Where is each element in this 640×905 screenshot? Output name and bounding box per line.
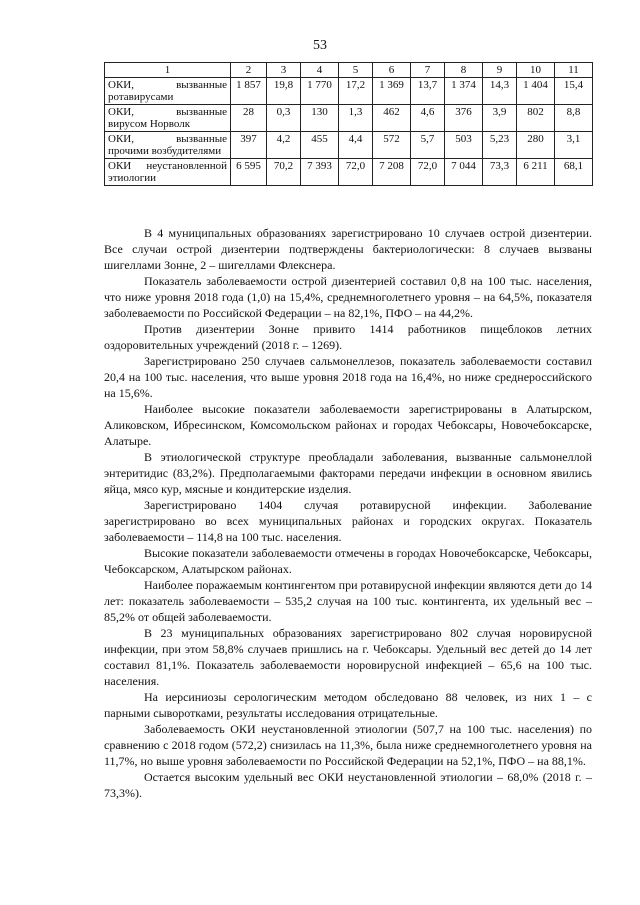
table-cell: 6 211 <box>517 159 555 186</box>
paragraph: Зарегистрировано 1404 случая ротавирусной инфекции. Заболевание зарегистрировано во всех муниципальных районах и городских округах. Показатель заболеваемости – 114,8 на 100 тыс. населения. <box>104 498 592 544</box>
table-cell: 72,0 <box>411 159 445 186</box>
row-label: ОКИ, вызванные прочими возбудителями <box>105 132 231 159</box>
body-text <box>104 225 592 801</box>
table-cell: 5,7 <box>411 132 445 159</box>
table-cell: 1,3 <box>339 105 373 132</box>
table-cell: 72,0 <box>339 159 373 186</box>
header-cell: 11 <box>555 63 593 78</box>
table-cell: 73,3 <box>483 159 517 186</box>
row-label: ОКИ, вызванные ротавирусами <box>105 78 231 105</box>
header-cell: 5 <box>339 63 373 78</box>
table-cell: 8,8 <box>555 105 593 132</box>
table-row <box>105 105 593 132</box>
table-cell: 1 857 <box>231 78 267 105</box>
header-cell: 7 <box>411 63 445 78</box>
table-row <box>105 159 593 186</box>
table-cell: 28 <box>231 105 267 132</box>
table-cell: 17,2 <box>339 78 373 105</box>
table-cell: 376 <box>445 105 483 132</box>
row-label: ОКИ, вызванные вирусом Норволк <box>105 105 231 132</box>
table-cell: 397 <box>231 132 267 159</box>
statistics-table <box>104 62 593 186</box>
table-cell: 19,8 <box>267 78 301 105</box>
header-cell: 2 <box>231 63 267 78</box>
paragraph: В 4 муниципальных образованиях зарегистрировано 10 случаев острой дизентерии. Все случаи острой дизентерии подтверждены бактериологически: 8 случаев вызваны шигеллами Зонне, 2 – шигеллами Флекснера. <box>104 226 592 272</box>
row-label: ОКИ неустановленной этиологии <box>105 159 231 186</box>
table-cell: 14,3 <box>483 78 517 105</box>
paragraph: Остается высоким удельный вес ОКИ неустановленной этиологии – 68,0% (2018 г. – 73,3%). <box>104 770 592 800</box>
table-cell: 7 044 <box>445 159 483 186</box>
table-cell: 4,2 <box>267 132 301 159</box>
table-cell: 280 <box>517 132 555 159</box>
header-cell: 8 <box>445 63 483 78</box>
paragraph: В 23 муниципальных образованиях зарегистрировано 802 случая норовирусной инфекции, при этом 58,8% случаев пришлись на г. Чебоксары. Удельный вес детей до 14 лет составил 81,1%. Показатель заболеваемости норовирусной инфекцией – 65,6 на 100 тыс. населения. <box>104 626 592 688</box>
table-cell: 1 374 <box>445 78 483 105</box>
paragraph: Высокие показатели заболеваемости отмечены в городах Новочебоксарске, Чебоксары, Чебоксарском, Алатырском районах. <box>104 546 592 576</box>
header-cell: 3 <box>267 63 301 78</box>
paragraph: Против дизентерии Зонне привито 1414 работников пищеблоков летних оздоровительных учреждений (2018 г. – 1269). <box>104 322 592 352</box>
table-cell: 1 404 <box>517 78 555 105</box>
table-cell: 4,6 <box>411 105 445 132</box>
table-cell: 7 208 <box>373 159 411 186</box>
table-cell: 0,3 <box>267 105 301 132</box>
table-cell: 130 <box>301 105 339 132</box>
table-row <box>105 132 593 159</box>
table-cell: 7 393 <box>301 159 339 186</box>
table-cell: 1 770 <box>301 78 339 105</box>
paragraph: Зарегистрировано 250 случаев сальмонеллезов, показатель заболеваемости составил 20,4 на 100 тыс. населения, что выше уровня 2018 года на 16,4%, но ниже среднероссийского на 15,6%. <box>104 354 592 400</box>
table-header-row <box>105 63 593 78</box>
page-number: 53 <box>313 38 327 53</box>
table-cell: 15,4 <box>555 78 593 105</box>
table-cell: 3,9 <box>483 105 517 132</box>
table-row <box>105 78 593 105</box>
table-cell: 68,1 <box>555 159 593 186</box>
header-cell: 6 <box>373 63 411 78</box>
table-cell: 503 <box>445 132 483 159</box>
paragraph: Наиболее поражаемым контингентом при ротавирусной инфекции являются дети до 14 лет: показатель заболеваемости – 535,2 случая на 100 тыс. контингента, их удельный вес – 85,2% от общей заболеваемости. <box>104 578 592 624</box>
header-cell: 9 <box>483 63 517 78</box>
table-cell: 6 595 <box>231 159 267 186</box>
table-cell: 13,7 <box>411 78 445 105</box>
paragraph: Заболеваемость ОКИ неустановленной этиологии (507,7 на 100 тыс. населения) по сравнению с 2018 годом (572,2) снизилась на 11,3%, была ниже среднемноголетнего уровня на 11,7%, но выше уровня заболеваемости по Российской Федерации на 52,1%, ПФО – на 88,1%. <box>104 722 592 768</box>
table-cell: 455 <box>301 132 339 159</box>
table-cell: 3,1 <box>555 132 593 159</box>
header-cell: 1 <box>105 63 231 78</box>
table-cell: 1 369 <box>373 78 411 105</box>
table-cell: 572 <box>373 132 411 159</box>
table-cell: 802 <box>517 105 555 132</box>
header-cell: 10 <box>517 63 555 78</box>
paragraph: В этиологической структуре преобладали заболевания, вызванные сальмонеллой энтеритидис (83,2%). Предполагаемыми факторами передачи инфекции в основном явились яйца, мясо кур, мясные и кондитерские изделия. <box>104 450 592 496</box>
paragraph: На иерсиниозы серологическим методом обследовано 88 человек, из них 1 – с парными сыворотками, результаты исследования отрицательные. <box>104 690 592 720</box>
table-cell: 462 <box>373 105 411 132</box>
table-cell: 4,4 <box>339 132 373 159</box>
paragraph: Показатель заболеваемости острой дизентерией составил 0,8 на 100 тыс. населения, что ниже уровня 2018 года (1,0) на 15,4%, среднемноголетнего уровня – на 64,5%, показателя заболеваемости по Российской Федерации – на 82,1%, ПФО – на 44,2%. <box>104 274 592 320</box>
table-cell: 70,2 <box>267 159 301 186</box>
table-cell: 5,23 <box>483 132 517 159</box>
paragraph: Наиболее высокие показатели заболеваемости зарегистрированы в Алатырском, Аликовском, Ибресинском, Комсомольском районах и городах Чебоксары, Новочебоксарске, Алатыре. <box>104 402 592 448</box>
header-cell: 4 <box>301 63 339 78</box>
